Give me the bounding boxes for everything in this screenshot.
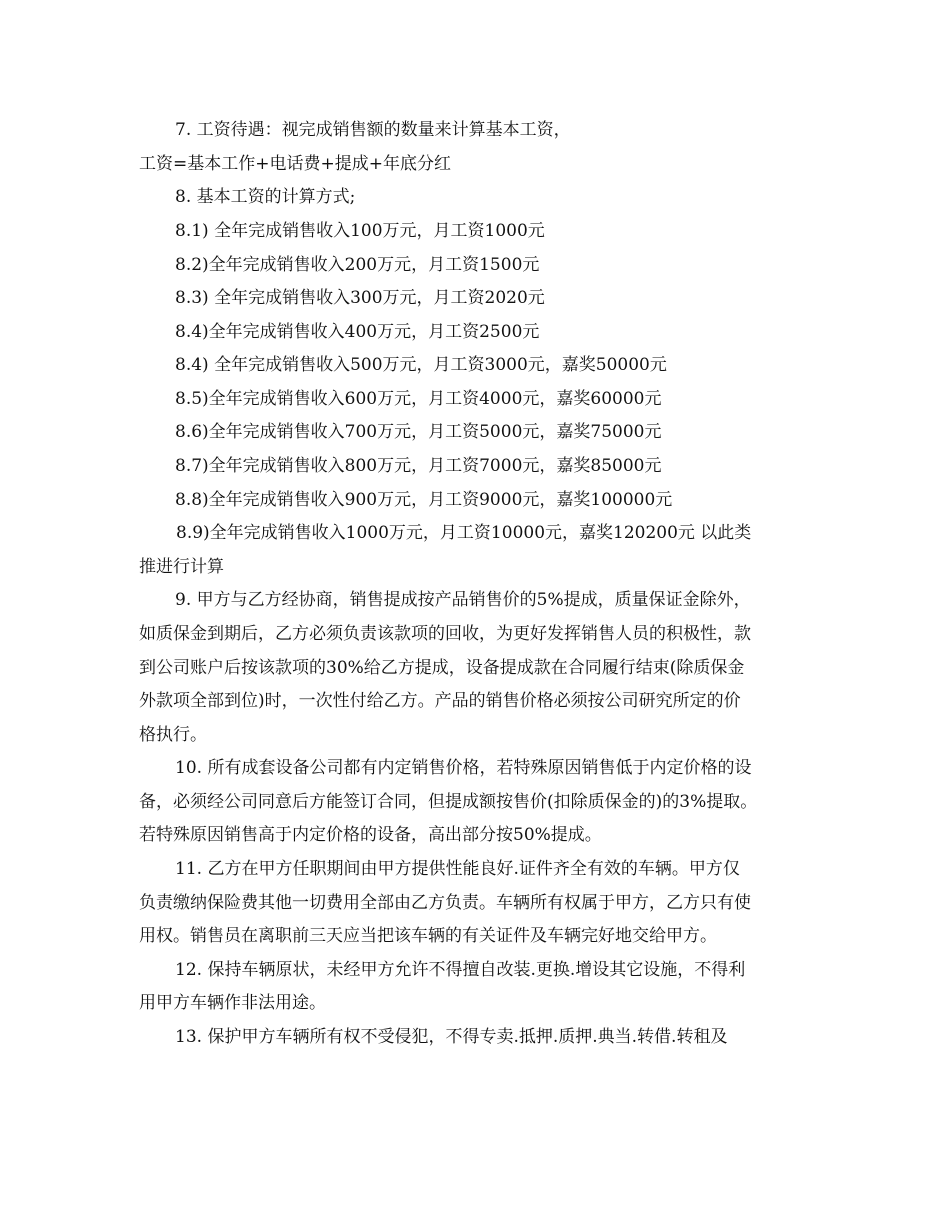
- clause-7-heading: 7. 工资待遇：视完成销售额的数量来计算基本工资，: [175, 120, 571, 140]
- clause-9-line-2: 如质保金到期后，乙方必须负责该款项的回收，为更好发挥销售人员的积极性，款: [139, 624, 751, 644]
- clause-9-line-5: 格执行。: [139, 725, 207, 745]
- clause-8-1: 8.1) 全年完成销售收入100万元，月工资1000元: [175, 221, 545, 241]
- clause-10-line-1: 10. 所有成套设备公司都有内定销售价格，若特殊原因销售低于内定价格的设: [175, 758, 752, 778]
- clause-10-line-3: 若特殊原因销售高于内定价格的设备，高出部分按50%提成。: [139, 825, 602, 845]
- clause-8-3: 8.3) 全年完成销售收入300万元，月工资2020元: [175, 288, 545, 308]
- clause-8-2: 8.2)全年完成销售收入200万元，月工资1500元: [175, 255, 540, 275]
- clause-13-line-1: 13. 保护甲方车辆所有权不受侵犯，不得专卖.抵押.质押.典当.转借.转租及: [175, 1027, 728, 1047]
- clause-8-heading: 8. 基本工资的计算方式;: [175, 187, 356, 207]
- clause-8-5: 8.5)全年完成销售收入600万元，月工资4000元，嘉奖60000元: [175, 389, 662, 409]
- salary-formula: 工资=基本工作+电话费+提成+年底分红: [139, 154, 451, 174]
- clause-8-4a: 8.4)全年完成销售收入400万元，月工资2500元: [175, 322, 540, 342]
- clause-11-line-3: 用权。销售员在离职前三天应当把该车辆的有关证件及车辆完好地交给甲方。: [139, 926, 717, 946]
- clause-12-line-2: 用甲方车辆作非法用途。: [139, 993, 326, 1013]
- clause-9-line-3: 到公司账户后按该款项的30%给乙方提成，设备提成款在合同履行结束(除质保金: [139, 658, 745, 678]
- clause-12-line-1: 12. 保持车辆原状，未经甲方允许不得擅自改装.更换.增设其它设施，不得利: [175, 960, 746, 980]
- clause-11-line-2: 负责缴纳保险费其他一切费用全部由乙方负责。车辆所有权属于甲方，乙方只有使: [139, 893, 751, 913]
- clause-10-line-2: 备，必须经公司同意后方能签订合同，但提成额按售价(扣除质保金的)的3%提取。: [139, 792, 758, 812]
- clause-9-line-1: 9. 甲方与乙方经协商，销售提成按产品销售价的5%提成，质量保证金除外，: [175, 590, 751, 610]
- clause-8-4b: 8.4) 全年完成销售收入500万元，月工资3000元，嘉奖50000元: [175, 355, 667, 375]
- clause-8-9-cont: 推进行计算: [139, 557, 224, 577]
- clause-8-9: 8.9)全年完成销售收入1000万元，月工资10000元，嘉奖120200元 以此类: [176, 523, 752, 543]
- clause-8-8: 8.8)全年完成销售收入900万元，月工资9000元，嘉奖100000元: [175, 490, 673, 510]
- clause-9-line-4: 外款项全部到位)时，一次性付给乙方。产品的销售价格必须按公司研究所定的价: [139, 691, 741, 711]
- clause-11-line-1: 11. 乙方在甲方任职期间由甲方提供性能良好.证件齐全有效的车辆。甲方仅: [175, 859, 740, 879]
- clause-8-7: 8.7)全年完成销售收入800万元，月工资7000元，嘉奖85000元: [175, 456, 662, 476]
- clause-8-6: 8.6)全年完成销售收入700万元，月工资5000元，嘉奖75000元: [175, 422, 662, 442]
